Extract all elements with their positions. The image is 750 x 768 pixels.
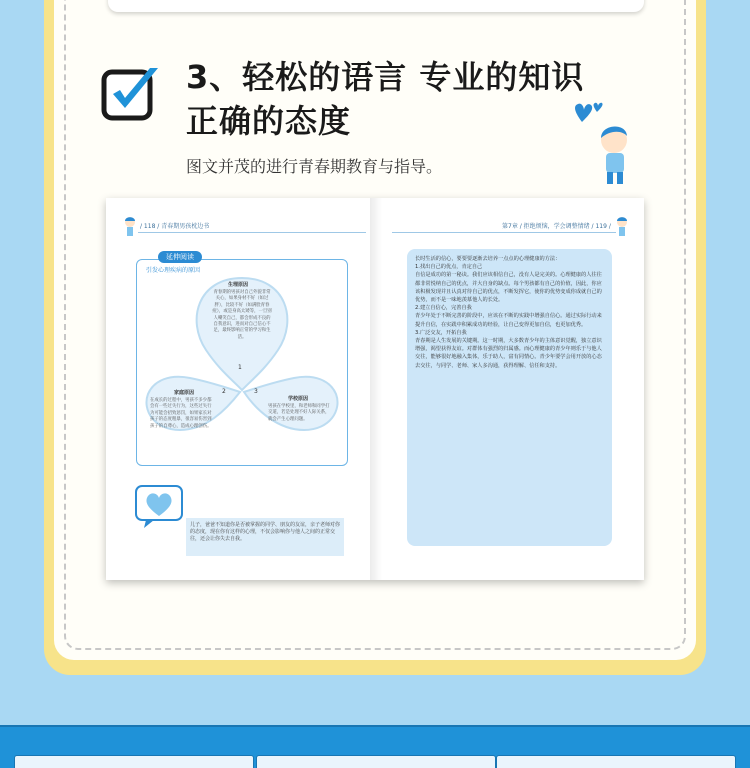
next-tab-right bbox=[496, 755, 736, 768]
previous-card-edge bbox=[108, 0, 644, 12]
top-petal-title: 生理原因 bbox=[228, 282, 249, 288]
right-petal-text: 男孩在学校里，和老师和同学打交道，若是处理不好人际关系，就会产生心理问题。 bbox=[268, 404, 330, 422]
diagram-subhead: 引发心理疾病的原因 bbox=[146, 267, 201, 274]
left-page-header: / 118 / 青春期男孩枕边书 bbox=[140, 223, 210, 230]
extended-reading-tag: 延伸阅读 bbox=[158, 251, 202, 263]
left-petal-text: 在成长的过程中，男孩不多少都会有一些过失行为，这些过失行为可能会招致惩罚，如果家长对孩子的态度粗暴，很容易伤害到孩子的自尊心，造成心理创伤。 bbox=[150, 398, 212, 429]
left-petal-title: 家庭原因 bbox=[174, 390, 195, 396]
paragraph: 3.广泛交友，开拓自我 bbox=[415, 329, 467, 336]
top-petal-text: 青春期的男孩对自己外貌非常关心，如果身材不好（如过胖），比较不好（如满脸青春痘），或是身高太矮等，一旦别人嘲笑自己，都会形成不良的自我意识，进而对自己信心不足，最终影响正常的学习和生活。 bbox=[212, 290, 272, 340]
paragraph: 自信是成功的第一秘诀。我们应该相信自己，没有人是完美的。心理健康的人往往都非常悦纳自己的优点，并大自身的缺点。每个男孩都有自己的价值，因此，你应该积极发现并且认真对待自己的优点，不断发挥它，使你的优势变成你成就自己的优势，而不是一味地羡慕他人的长处。 bbox=[415, 272, 602, 304]
book-gutter bbox=[370, 198, 382, 580]
next-tab-left bbox=[14, 755, 254, 768]
paragraph: 长时生活的信心，要要要逐渐去培养一点点的心理健康的方法： bbox=[415, 256, 561, 262]
right-page-header: 第7章 / 拒绝烦恼，学会调整情绪 / 119 / bbox=[502, 223, 611, 230]
dialogue-note bbox=[186, 518, 344, 556]
heading-line-2: 正确的态度 bbox=[186, 102, 352, 140]
left-header-rule bbox=[138, 232, 366, 233]
dialogue-note-text: 儿子，爸爸不知道你是否被掌握的同学、朋友的友谊，亲子老师对你的态度，现在你有这样的心理，不仅会影响你与他人之间的正常交往，还会让你失去自我。 bbox=[190, 522, 341, 542]
right-page-content bbox=[407, 249, 612, 546]
petal-number-2: 2 bbox=[222, 388, 226, 395]
section-subtitle: 图文并茂的进行青春期教育与指导。 bbox=[186, 157, 443, 176]
heart-speech-bubble-icon bbox=[134, 484, 184, 528]
right-header-rule bbox=[392, 232, 616, 233]
paragraph: 2.建立自信心，完善自我 bbox=[415, 305, 472, 312]
right-petal-title: 学校原因 bbox=[288, 396, 309, 402]
section-heading bbox=[186, 55, 584, 143]
boy-header-icon bbox=[124, 216, 136, 240]
cartoon-boy-icon bbox=[570, 100, 640, 190]
paragraph: 青春期是人生发展的关键期。这一时期，大多数青少年的主体意识觉醒，独立意识增强，渴望获得友谊。对群体有强烈的归属感。而心理健康的青少年则乐于与他人交往，能够很好地融入集体，乐于助人，富有同情心。青少年要学会用开放的心态去交往，与同学、老师、家人多沟通，获得理解、信任和支持。 bbox=[415, 338, 602, 369]
boy-header-icon-right bbox=[616, 216, 628, 240]
petal-number-3: 3 bbox=[254, 388, 258, 395]
next-tab-middle bbox=[256, 755, 496, 768]
checkmark-icon bbox=[100, 62, 162, 124]
paragraph: 1.找出自己的优点，肯定自己 bbox=[415, 264, 483, 271]
paragraph: 青少年处于不断完善的阶段中，应该在不断的实践中增强自信心。通过实际行动来提升自信，在实践中积累成功的经验，让自己变得更加自信，也更加优秀。 bbox=[415, 313, 602, 328]
petal-number-1: 1 bbox=[238, 364, 242, 371]
heading-line-1: 3、轻松的语言 专业的知识 bbox=[186, 58, 585, 96]
